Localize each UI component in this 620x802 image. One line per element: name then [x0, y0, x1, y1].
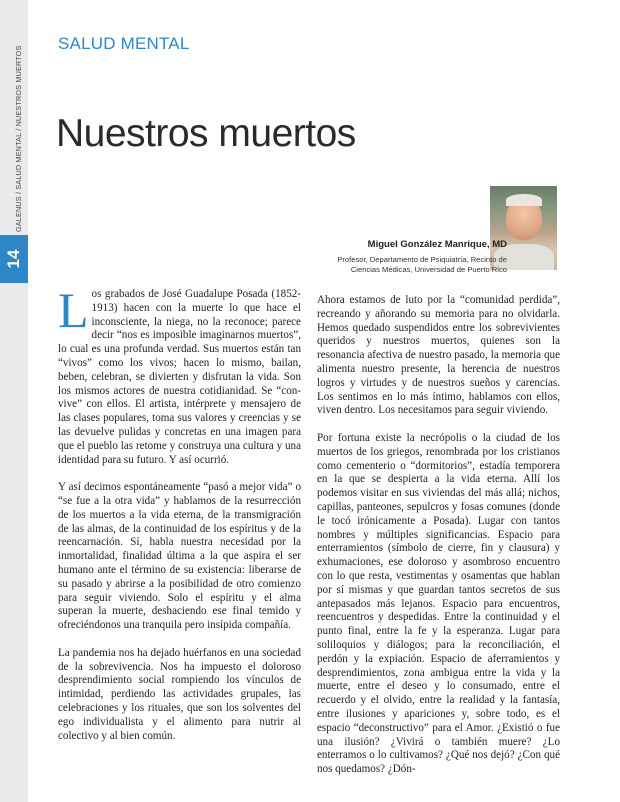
body-column-left: [58, 282, 301, 757]
paragraph-2: Y así decimos espontáneamente “pasó a mejor vida” o “se fue a la otra vida” y hablamos de la resurrección de los muertos a la vida eterna, de la transmigración de las almas, de la continuidad de los espíritus y de la reencarnación. Sí, habla nuestra necesidad por la inmortalidad, finalidad última a la que aspira el ser humano ante el término de su existencia: liberarse de su pasado y abrirse a la posibilidad de otro comienzo para seguir viviendo. Solo el espíritu y el alma superan la muerte, deshaciendo ese final temido y ofreciéndonos una tranquila pero insípida compañía.: [58, 481, 301, 632]
author-name: Miguel González Manrique, MD: [367, 239, 507, 250]
paragraph-1: [58, 282, 301, 467]
paragraph-4: Ahora estamos de luto por la “comunidad perdida”, recreando y añorando su memoria para no olvidarla. Hemos quedado suspendidos entre los sobrevivientes queridos y nuestros muertos, quienes son la resonancia afectiva de nuestro pasado, la memoria que alimenta nuestro presente, la herencia de nuestros logros y virtudes y de nuestros sueños y carencias. Los sentimos en lo más íntimo, hablamos con ellos, viven dentro. Los necesitamos para seguir viviendo.: [317, 294, 560, 417]
running-head: GALENUS / SALUD MENTAL / NUESTROS MUERTOS: [14, 45, 23, 232]
paragraph-1-text: os grabados de José Guadalupe Posada (1852-1913) hacen con la muerte lo que hace el inconsciente, la niega, no la reconoce; parece decir “nos es imposible imaginarnos muertos”, lo cual es una profunda verdad. Sus muertos están tan “vivos” como los vivos; hacen lo mismo, bailan, beben, celebran, se divierten y disfrutan la vida. Son los mismos actores de nuestra cotidianidad. Se “con-vive” con ellos. El artista, intérprete y mensajero de las clases populares, toma sus valores y creencias y se las devuelve pulidas y concretas en una imagen para que el pueblo las retome y construya una cultura y una identidad para su futuro. Y así ocurrió.: [58, 288, 301, 466]
author-photo-hair: [506, 194, 542, 206]
paragraph-5: Por fortuna existe la necrópolis o la ciudad de los muertos de los griegos, renombrada por los cristianos como cementerio o “dormitorios”, estadía temporera en la que se despierta a la vida eterna. Allí los podemos visitar en sus viviendas del más allá; nichos, capillas, panteones, sepulcros y fosas comunes (donde le tocó irónicamente a Posada). Lugar con tantos nombres y múltiples significancias. Espacio para enterramientos (símbolo de cierre, fin y clausura) y exhumaciones, ese doloroso y asombroso encuentro con lo que resta, vestimentas y osamentas que hablan por sí mismas y que guardan tantos secretos de sus antepasados más lejanos. Espacio para encuentros, reencuentros y despedidas. Entre la continuidad y el punto final, entre la fe y la esperanza. Lugar para soliloquios y diálogos; para la reconciliación, el perdón y la expiación. Espacio de aferramientos y desprendimientos, zona ambigua entre la vida y la muerte, entre el deseo y lo consumado, entre el recuerdo y el olvido, entre la realidad y la fantasía, entre ilusiones y apariciones y, sobre todo, es el espacio “deconstructivo” para el Amor. ¿Existió o fue una ilusión? ¿Vivirá o también muere? ¿Lo enterramos o lo cultivamos? ¿Qué nos dejó? ¿Con qué nos quedamos? ¿Dón-: [317, 431, 560, 776]
author-affiliation-line-1: Profesor, Departamento de Psiquiatría, Recinto de: [337, 255, 507, 264]
drop-cap: L: [58, 282, 89, 338]
author-affiliation: [267, 255, 507, 276]
page-number-box: [0, 235, 28, 283]
body-column-right: [317, 294, 560, 791]
author-affiliation-line-2: Ciencias Médicas, Universidad de Puerto Rico: [350, 265, 507, 275]
article-title: Nuestros muertos: [56, 112, 356, 155]
page-number: 14: [4, 249, 23, 269]
section-label: SALUD MENTAL: [58, 34, 190, 53]
paragraph-3: La pandemia nos ha dejado huérfanos en una sociedad de la sobrevivencia. Nos ha impuesto el doloroso desprendimiento social rompiendo los vínculos de intimidad, perdiendo las actividades grupales, las celebraciones y los rituales, que son los solventes del ego individualista y el alimento para nutrir al colectivo y al bien común.: [58, 646, 301, 742]
